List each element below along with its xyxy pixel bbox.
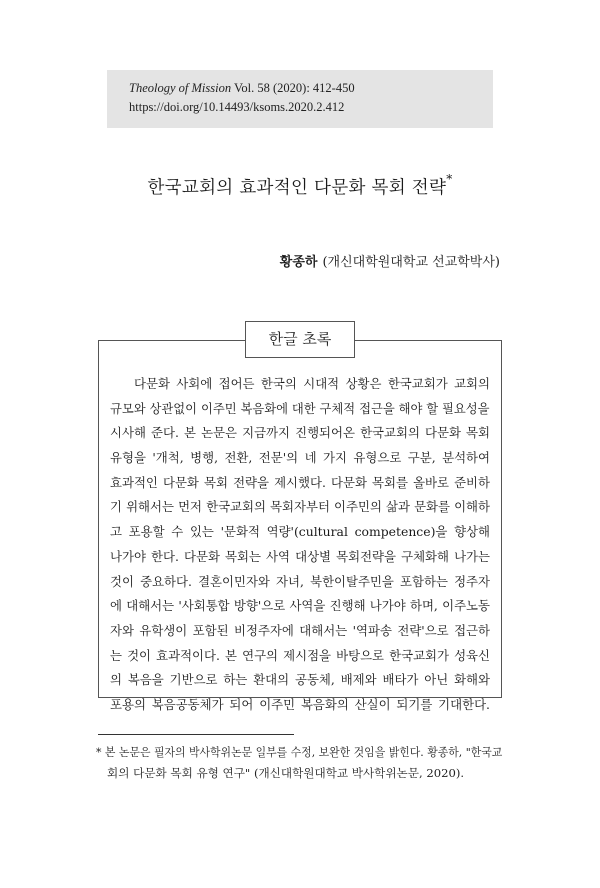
author-name: 황종하 xyxy=(279,255,318,270)
footnote-divider xyxy=(98,734,294,735)
journal-doi: https://doi.org/10.14493/ksoms.2020.2.412 xyxy=(129,100,345,114)
abstract-label: 한글 초록 xyxy=(245,321,355,358)
paper-title xyxy=(0,174,600,199)
abstract-line: 것이 중요하다. 결혼이민자와 자녀, 북한이탈주민을 포함하는 정주자 xyxy=(110,573,490,589)
abstract-line: 시사해 준다. 본 논문은 지금까지 진행되어온 한국교회의 다문화 목회 xyxy=(110,425,490,441)
author-line xyxy=(280,251,500,270)
journal-header xyxy=(107,70,493,128)
abstract-line: 자와 유학생이 포함된 비정주자에 대해서는 '역파송 전략'으로 접근하 xyxy=(110,622,490,638)
abstract-line: 규모와 상관없이 이주민 복음화에 대한 구체적 접근을 해야 할 필요성을 xyxy=(110,400,490,416)
abstract-body xyxy=(110,372,490,718)
abstract-line: 포용의 복음공동체가 되어 이주민 복음화의 산실이 되기를 기대한다. xyxy=(110,696,490,712)
abstract-line: 나가야 한다. 다문화 목회는 사역 대상별 목회전략을 구체화해 나가는 xyxy=(110,548,490,564)
footnote-line: 회의 다문화 목회 유형 연구" (개신대학원대학교 박사학위논문, 2020). xyxy=(107,766,465,780)
abstract-line: 다문화 사회에 접어든 한국의 시대적 상황은 한국교회가 교회의 xyxy=(134,376,490,391)
paper-title-text: 한국교회의 효과적인 다문화 목회 전략 xyxy=(147,178,447,198)
abstract-line: 유형을 '개척, 병행, 전환, 전문'의 네 가지 유형으로 구분, 분석하여 xyxy=(110,450,490,466)
journal-volume: Vol. 58 (2020): 412-450 xyxy=(234,81,355,95)
abstract-line: 에 대해서는 '사회통합 방향'으로 사역을 진행해 나가야 하며, 이주노동 xyxy=(110,598,490,614)
author-affiliation: (개신대학원대학교 선교학박사) xyxy=(322,255,500,270)
title-footnote-mark: * xyxy=(446,172,453,186)
journal-name: Theology of Mission xyxy=(129,81,232,95)
abstract-line: 는 것이 효과적이다. 본 연구의 제시점을 바탕으로 한국교회가 성육신 xyxy=(110,647,490,663)
journal-citation xyxy=(129,79,493,98)
footnote xyxy=(96,742,502,784)
abstract-line: 효과적인 다문화 목회 전략을 제시했다. 다문화 목회를 올바로 준비하 xyxy=(110,474,490,490)
abstract-line: 의 복음을 기반으로 하는 환대의 공동체, 배제와 배타가 아닌 화해와 xyxy=(110,672,490,688)
abstract-line: 고 포용할 수 있는 '문화적 역량'(cultural competence)을 향상해 xyxy=(110,524,490,540)
abstract-line: 기 위해서는 먼저 한국교회의 목회자부터 이주민의 삶과 문화를 이해하 xyxy=(110,499,490,515)
footnote-line: * 본 논문은 필자의 박사학위논문 일부를 수정, 보완한 것임을 밝힌다. 황종하, "한국교 xyxy=(96,745,503,759)
